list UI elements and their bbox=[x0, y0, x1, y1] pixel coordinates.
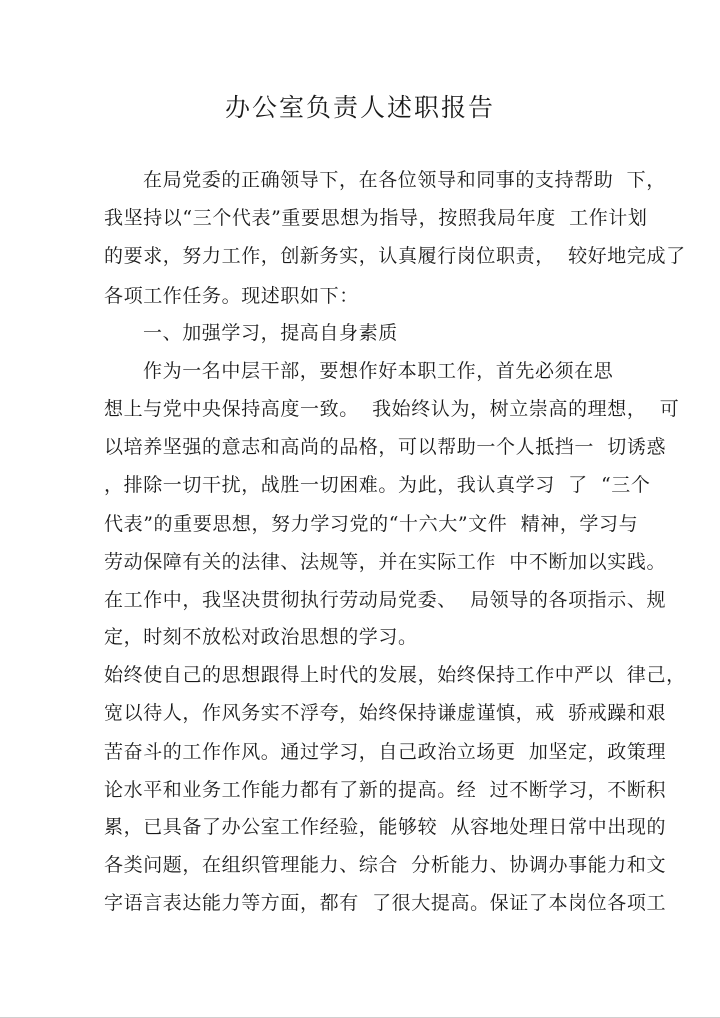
paragraph-line: 各类问题，在组织管理能力、综合 分析能力、协调办事能力和文 bbox=[104, 854, 667, 876]
paragraph-line: 论水平和业务工作能力都有了新的提高。经 过不断学习，不断积 bbox=[104, 779, 667, 801]
paragraph-line: 代表”的重要思想，努力学习党的“十六大”文件 精神，学习与 bbox=[104, 513, 639, 535]
paragraph-line: 宽以待人，作风务实不浮夸，始终保持谦虚谨慎，戒 骄戒躁和艰 bbox=[104, 702, 667, 724]
paragraph-line: 累，已具备了办公室工作经验，能够较 从容地处理日常中出现的 bbox=[104, 816, 667, 838]
paragraph-line: 劳动保障有关的法律、法规等，并在实际工作 中不断加以实践。 bbox=[104, 551, 667, 573]
paragraph-line: 字语言表达能力等方面，都有 了很大提高。保证了本岗位各项工 bbox=[104, 892, 667, 914]
paragraph-line: 苦奋斗的工作作风。通过学习，自己政治立场更 加坚定，政策理 bbox=[104, 741, 667, 763]
paragraph-line: 在工作中，我坚决贯彻执行劳动局党委、 局领导的各项指示、规 bbox=[104, 589, 667, 611]
paragraph-line: 各项工作任务。现述职如下： bbox=[104, 285, 359, 307]
paragraph-line: 我坚持以“三个代表”重要思想为指导，按照我局年度 工作计划 bbox=[104, 207, 648, 229]
paragraph-line: 以培养坚强的意志和高尚的品格，可以帮助一个人抵挡一 切诱惑 bbox=[104, 436, 667, 458]
paragraph-line: 始终使自己的思想跟得上时代的发展，始终保持工作中严以 律己， bbox=[104, 664, 686, 686]
paragraph-line: 在局党委的正确领导下，在各位领导和同事的支持帮助 下， bbox=[143, 169, 666, 191]
paragraph-line: ，排除一切干扰，战胜一切困难。为此，我认真学习 了 “三个 bbox=[104, 474, 651, 496]
paragraph-line: 的要求，努力工作，创新务实，认真履行岗位职责， 较好地完成了 bbox=[104, 245, 686, 267]
paragraph-line: 作为一名中层干部，要想作好本职工作，首先必须在思 bbox=[143, 360, 614, 382]
paragraph-line: 定，时刻不放松对政治思想的学习。 bbox=[104, 626, 418, 648]
document-title: 办公室负责人述职报告 bbox=[224, 93, 495, 122]
section-heading: 一、加强学习，提高自身素质 bbox=[143, 322, 398, 344]
paragraph-line: 想上与党中央保持高度一致。 我始终认为，树立崇高的理想， 可 bbox=[104, 398, 680, 420]
